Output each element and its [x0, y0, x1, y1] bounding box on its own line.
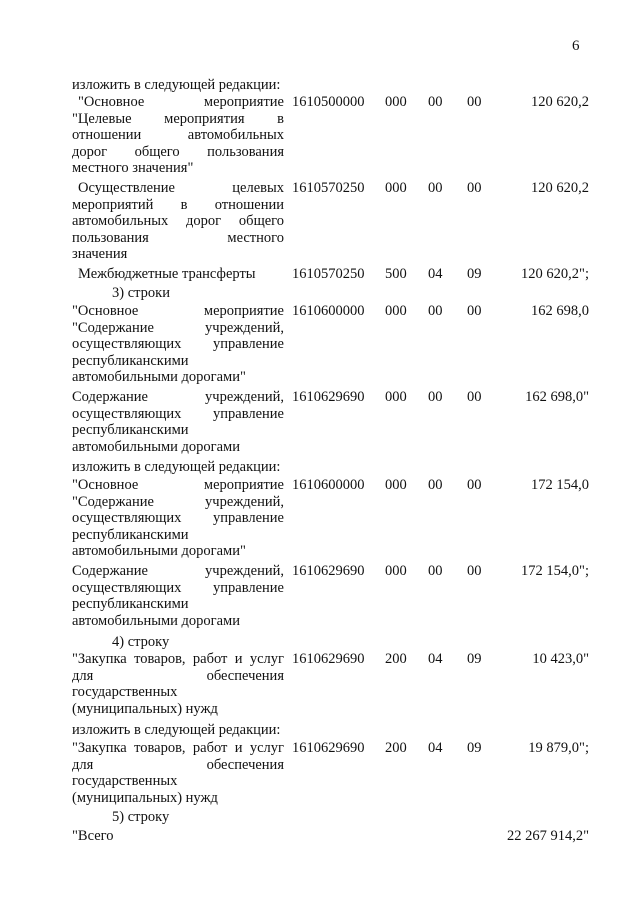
section-code: 04 [428, 651, 443, 667]
description-line: "Закупка товаров, работ и услуг [72, 651, 284, 667]
amount: 120 620,2"; [521, 266, 589, 282]
subsection-code: 00 [467, 389, 482, 405]
description-line: "Закупка товаров, работ и услуг [72, 740, 284, 756]
expense-type: 000 [385, 389, 407, 405]
description-line: Осуществление целевых [78, 180, 284, 196]
amount: 120 620,2 [531, 180, 589, 196]
description-line: автомобильными дорогами" [72, 543, 246, 559]
row-description [72, 266, 284, 283]
description-line: республиканскими [72, 526, 189, 543]
subsection-code: 00 [467, 477, 482, 493]
expense-type: 000 [385, 180, 407, 196]
description-line: "Основное мероприятие [78, 94, 284, 110]
section-code: 00 [428, 389, 443, 405]
expense-type: 000 [385, 477, 407, 493]
budget-code: 1610600000 [292, 477, 365, 493]
description-line: республиканскими [72, 352, 189, 369]
description-line: Межбюджетные трансферты [78, 266, 256, 282]
description-line: "Основное мероприятие [72, 477, 284, 493]
expense-type: 500 [385, 266, 407, 282]
description-line: (муниципальных) нужд [72, 789, 218, 806]
description-line: осуществляющих управление [72, 405, 284, 422]
amount: 172 154,0 [531, 477, 589, 493]
row-description [72, 180, 284, 263]
amount: 22 267 914,2" [506, 828, 589, 844]
section-code: 00 [428, 94, 443, 110]
subsection-code: 00 [467, 303, 482, 319]
description-line: для обеспечения [72, 756, 284, 773]
section-heading: изложить в следующей редакции: [72, 77, 281, 93]
description-line: "Содержание учреждений, [72, 493, 284, 510]
budget-code: 1610629690 [292, 740, 365, 756]
section-heading: 5) строку [112, 809, 170, 825]
row-description [72, 828, 284, 845]
description-line: "Основное мероприятие [72, 303, 284, 319]
page-number: 6 [572, 38, 580, 54]
description-line: отношении автомобильных [72, 127, 284, 143]
budget-code: 1610500000 [292, 94, 365, 110]
description-line: Содержание учреждений, [72, 389, 284, 405]
description-line: "Содержание учреждений, [72, 319, 284, 336]
budget-code: 1610629690 [292, 651, 365, 667]
budget-code: 1610570250 [292, 266, 365, 282]
row-description [72, 303, 284, 386]
description-line: дорог общего пользования [72, 143, 284, 160]
section-code: 00 [428, 563, 443, 579]
section-heading: 4) строку [112, 634, 170, 650]
amount: 19 879,0"; [528, 740, 589, 756]
section-code: 04 [428, 266, 443, 282]
section-code: 00 [428, 180, 443, 196]
description-line: автомобильными дорогами [72, 612, 240, 629]
budget-code: 1610600000 [292, 303, 365, 319]
description-line: республиканскими [72, 422, 189, 438]
amount: 120 620,2 [531, 94, 589, 110]
description-line: Содержание учреждений, [72, 563, 284, 579]
budget-code: 1610629690 [292, 389, 365, 405]
amount: 162 698,0 [531, 303, 589, 319]
subsection-code: 09 [467, 266, 482, 282]
description-line: осуществляющих управление [72, 579, 284, 596]
description-line: автомобильных дорог общего [72, 213, 284, 229]
expense-type: 000 [385, 303, 407, 319]
budget-code: 1610629690 [292, 563, 365, 579]
expense-type: 200 [385, 740, 407, 756]
description-line: государственных [72, 773, 178, 789]
budget-code: 1610570250 [292, 180, 365, 196]
row-description [72, 477, 284, 560]
row-description [72, 651, 284, 717]
description-line: осуществляющих управление [72, 336, 284, 352]
expense-type: 000 [385, 563, 407, 579]
description-line: местного значения" [72, 160, 194, 176]
row-description [72, 389, 284, 455]
description-line: мероприятий в отношении [72, 196, 284, 213]
expense-type: 200 [385, 651, 407, 667]
section-code: 00 [428, 303, 443, 319]
subsection-code: 00 [467, 180, 482, 196]
description-line: автомобильными дорогами [72, 438, 240, 455]
amount: 10 423,0" [532, 651, 589, 667]
description-line: автомобильными дорогами" [72, 369, 246, 385]
subsection-code: 00 [467, 94, 482, 110]
description-line: республиканскими [72, 596, 189, 612]
description-line: государственных [72, 684, 178, 700]
section-code: 04 [428, 740, 443, 756]
row-description [72, 94, 284, 177]
amount: 162 698,0" [525, 389, 589, 405]
subsection-code: 00 [467, 563, 482, 579]
subsection-code: 09 [467, 740, 482, 756]
description-line: для обеспечения [72, 667, 284, 684]
amount: 172 154,0"; [521, 563, 589, 579]
description-line: "Целевые мероприятия в [72, 110, 284, 127]
section-heading: изложить в следующей редакции: [72, 459, 281, 475]
description-line: пользования местного [72, 229, 284, 246]
description-line: осуществляющих управление [72, 510, 284, 526]
section-heading: изложить в следующей редакции: [72, 722, 281, 738]
subsection-code: 09 [467, 651, 482, 667]
description-line: значения [72, 246, 128, 262]
section-heading: 3) строки [112, 285, 170, 301]
row-description [72, 740, 284, 806]
expense-type: 000 [385, 94, 407, 110]
section-code: 00 [428, 477, 443, 493]
description-line: (муниципальных) нужд [72, 700, 218, 717]
row-description [72, 563, 284, 629]
description-line: "Всего [72, 828, 114, 844]
